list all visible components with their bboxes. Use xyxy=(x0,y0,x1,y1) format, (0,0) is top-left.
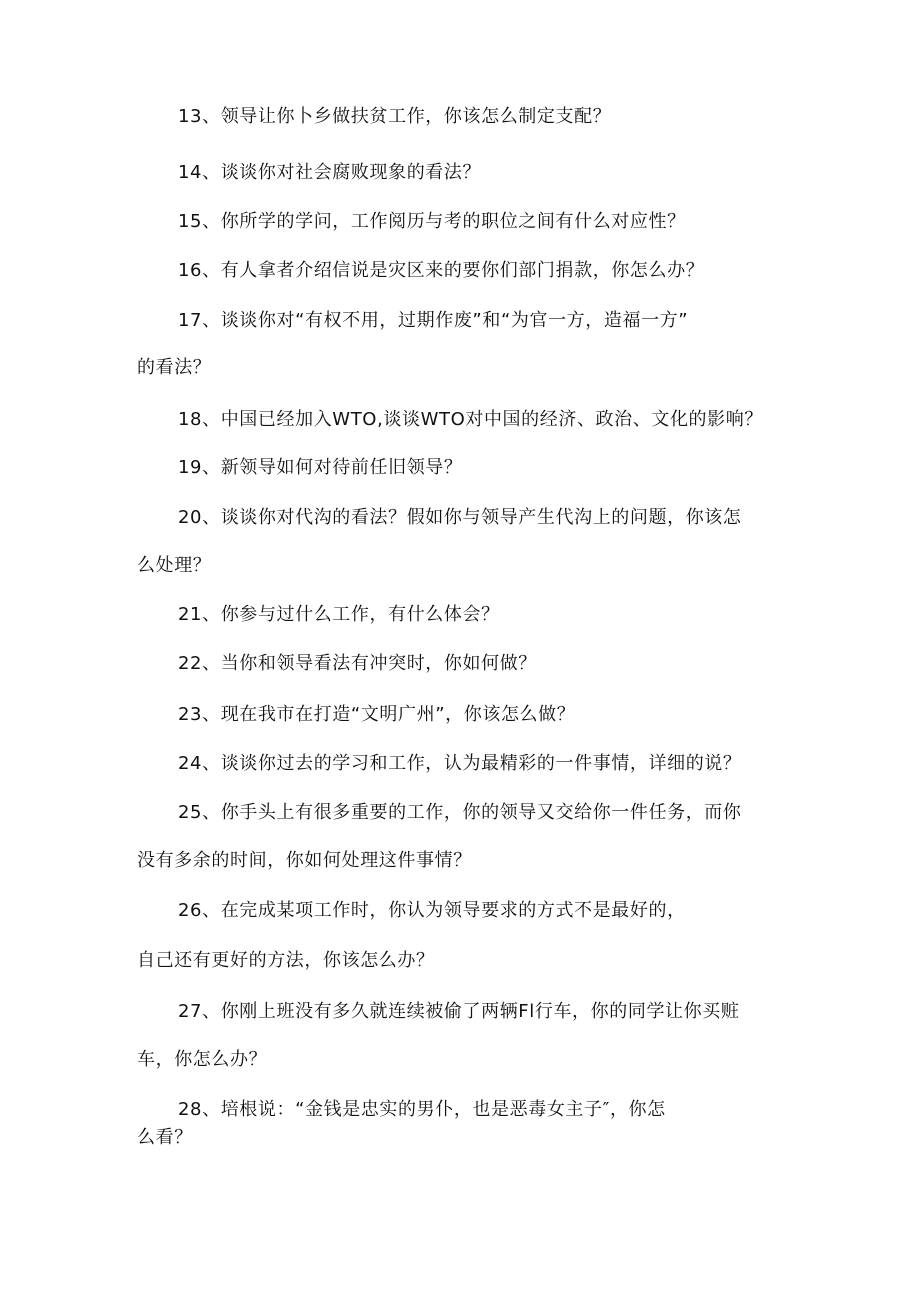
question-24: 24、谈谈你过去的学习和工作，认为最精彩的一件事情，详细的说？ xyxy=(178,753,742,774)
question-20: 20、谈谈你对代沟的看法？假如你与领导产生代沟上的问题，你该怎 xyxy=(178,507,742,528)
question-21: 21、你参与过什么工作，有什么体会？ xyxy=(178,604,500,625)
question-16: 16、有人拿者介绍信说是灾区来的要你们部门捐款，你怎么办？ xyxy=(178,260,705,281)
question-26-continuation: 自己还有更好的方法，你该怎么办？ xyxy=(137,950,435,971)
question-20-continuation: 么处理？ xyxy=(137,555,212,576)
question-25: 25、你手头上有很多重要的工作，你的领导又交给你一件任务，而你 xyxy=(178,802,742,823)
question-28: 28、培根说：“金钱是忠实的男仆，也是恶毒女主子″，你怎 xyxy=(178,1099,666,1120)
question-25-continuation: 没有多余的时间，你如何处理这件事情？ xyxy=(137,850,472,871)
question-22: 22、当你和领导看法有冲突时，你如何做？ xyxy=(178,653,537,674)
question-17-continuation: 的看法？ xyxy=(137,357,212,378)
question-17: 17、谈谈你对“有权不用，过期作废”和“为官一方，造福一方” xyxy=(178,310,689,331)
question-23: 23、现在我市在打造“文明广州”，你该怎么做？ xyxy=(178,704,576,725)
question-18: 18、中国已经加入WTO,谈谈WTO对中国的经济、政治、文化的影响？ xyxy=(178,409,763,430)
question-15: 15、你所学的学问，工作阅历与考的职位之间有什么对应性？ xyxy=(178,211,686,232)
question-28-continuation: 么看？ xyxy=(137,1127,193,1148)
question-27: 27、你刚上班没有多久就连续被偷了两辆Fl行车，你的同学让你买赃 xyxy=(178,1001,740,1022)
question-19: 19、新领导如何对待前任旧领导？ xyxy=(178,457,463,478)
question-27-continuation: 车，你怎么办？ xyxy=(137,1049,268,1070)
question-14: 14、谈谈你对社会腐败现象的看法？ xyxy=(178,162,482,183)
question-13: 13、领导让你卜乡做扶贫工作，你该怎么制定支配？ xyxy=(178,106,612,127)
question-26: 26、在完成某项工作时，你认为领导要求的方式不是最好的， xyxy=(178,900,686,921)
